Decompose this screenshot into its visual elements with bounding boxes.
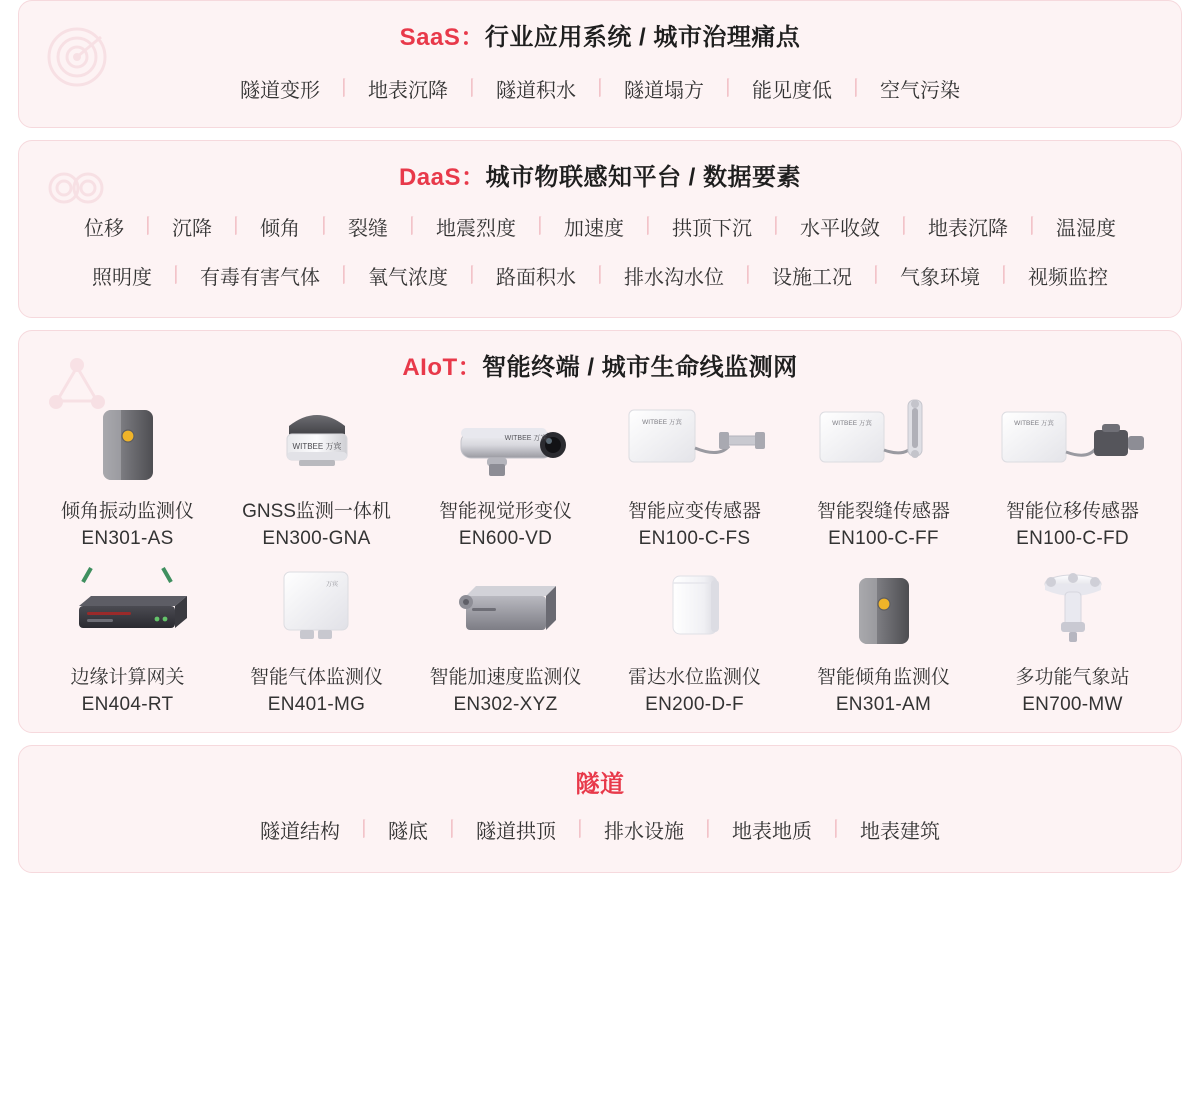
device-card — [600, 558, 789, 718]
saas-tag: 地表沉降 — [368, 80, 448, 102]
gnss-receiver-icon — [232, 396, 402, 486]
target-rings-icon — [43, 23, 111, 91]
device-card — [978, 558, 1167, 718]
device-card — [600, 392, 789, 552]
vision-camera-icon — [421, 396, 591, 486]
device-name: 倾角振动监测仪 — [60, 501, 194, 522]
daas-tag: 地表沉降 — [928, 218, 1008, 240]
aiot-title-sub: 智能终端 / 城市生命线监测网 — [482, 354, 798, 381]
saas-title — [19, 1, 1181, 58]
device-model: EN300-GNA — [262, 528, 371, 549]
device-card — [789, 558, 978, 718]
tunnel-tag: 地表地质 — [732, 821, 812, 843]
device-grid — [19, 388, 1181, 718]
daas-tag: 设施工况 — [772, 267, 852, 289]
separator: 丨 — [354, 818, 374, 841]
device-model: EN100-C-FF — [828, 528, 939, 549]
device-card[interactable] — [222, 392, 411, 552]
device-card — [33, 558, 222, 718]
daas-tag: 裂缝 — [348, 218, 388, 240]
displacement-sensor-icon — [988, 396, 1158, 486]
device-model: EN302-XYZ — [453, 694, 558, 715]
aiot-card — [18, 330, 1182, 733]
separator: 丨 — [766, 215, 786, 238]
separator: 丨 — [718, 77, 738, 100]
tunnel-card — [18, 745, 1182, 873]
svg-text:WITBEE 万宾: WITBEE 万宾 — [504, 435, 547, 442]
saas-tag-row — [19, 58, 1181, 113]
edge-gateway-icon — [43, 562, 213, 652]
saas-tag: 空气污染 — [880, 80, 960, 102]
saas-card — [18, 0, 1182, 128]
network-nodes-icon — [43, 353, 111, 421]
svg-text:WITBEE 万宾: WITBEE 万宾 — [641, 419, 682, 426]
daas-tag: 路面积水 — [496, 267, 576, 289]
device-model: EN100-C-FD — [1016, 528, 1129, 549]
daas-tag: 拱顶下沉 — [672, 218, 752, 240]
device-name: 智能视觉形变仪 — [438, 501, 572, 522]
gas-monitor-icon — [232, 562, 402, 652]
daas-tag: 有毒有害气体 — [200, 267, 320, 289]
device-model: EN100-C-FS — [638, 528, 751, 549]
aiot-title — [19, 331, 1181, 388]
device-model: EN401-MG — [267, 694, 366, 715]
separator: 丨 — [402, 215, 422, 238]
tunnel-tag: 隧道结构 — [260, 821, 340, 843]
aiot-title-lead: AIoT： — [402, 354, 483, 381]
svg-text:万宾: 万宾 — [325, 582, 338, 588]
crack-sensor-icon — [799, 396, 969, 486]
weather-station-icon — [988, 562, 1158, 652]
saas-tag: 隧道积水 — [496, 80, 576, 102]
daas-tag: 温湿度 — [1056, 218, 1116, 240]
daas-title — [19, 141, 1181, 198]
tunnel-tag: 隧底 — [388, 821, 428, 843]
device-model: EN404-RT — [81, 694, 174, 715]
svg-text:WITBEE 万宾: WITBEE 万宾 — [1014, 420, 1054, 427]
separator: 丨 — [590, 77, 610, 100]
daas-tag: 气象环境 — [900, 267, 980, 289]
daas-tag: 位移 — [84, 218, 124, 240]
separator: 丨 — [334, 264, 354, 287]
separator: 丨 — [442, 818, 462, 841]
daas-tag: 倾角 — [260, 218, 300, 240]
device-card — [411, 558, 600, 718]
separator: 丨 — [698, 818, 718, 841]
tunnel-tag-row — [19, 805, 1181, 854]
separator: 丨 — [894, 215, 914, 238]
separator: 丨 — [570, 818, 590, 841]
device-name: 智能加速度监测仪 — [429, 667, 582, 688]
separator: 丨 — [138, 215, 158, 238]
tunnel-tag: 地表建筑 — [860, 821, 940, 843]
separator: 丨 — [826, 818, 846, 841]
separator: 丨 — [738, 264, 758, 287]
device-card — [978, 392, 1167, 552]
device-model: EN600-VD — [458, 528, 553, 549]
device-model: EN301-AM — [835, 694, 932, 715]
separator: 丨 — [462, 77, 482, 100]
accelerometer-icon — [421, 562, 591, 652]
daas-tag: 加速度 — [564, 218, 624, 240]
daas-tag: 照明度 — [92, 267, 152, 289]
tunnel-tag: 隧道拱顶 — [476, 821, 556, 843]
separator: 丨 — [590, 264, 610, 287]
saas-title-sub: 行业应用系统 / 城市治理痛点 — [484, 24, 801, 51]
tunnel-title — [19, 746, 1181, 805]
separator: 丨 — [462, 264, 482, 287]
daas-tag-row-1 — [19, 198, 1181, 251]
daas-tag: 沉降 — [172, 218, 212, 240]
separator: 丨 — [994, 264, 1014, 287]
daas-tag: 地震烈度 — [436, 218, 516, 240]
saas-tag: 能见度低 — [752, 80, 832, 102]
daas-tag: 氧气浓度 — [368, 267, 448, 289]
separator: 丨 — [1022, 215, 1042, 238]
infinity-loop-icon — [43, 163, 111, 231]
separator: 丨 — [166, 264, 186, 287]
device-name: 多功能气象站 — [1015, 667, 1130, 688]
svg-text:WITBEE 万宾: WITBEE 万宾 — [831, 420, 872, 427]
device-card — [789, 392, 978, 552]
device-model: EN700-MW — [1022, 694, 1123, 715]
saas-title-lead: SaaS： — [399, 24, 485, 51]
saas-tag: 隧道塌方 — [624, 80, 704, 102]
daas-card — [18, 140, 1182, 318]
device-name: 智能倾角监测仪 — [816, 667, 950, 688]
daas-tag-row-2 — [19, 251, 1181, 300]
separator: 丨 — [846, 77, 866, 100]
device-name: 雷达水位监测仪 — [627, 667, 761, 688]
device-name: 智能位移传感器 — [1005, 501, 1139, 522]
tunnel-title-text: 隧道 — [575, 771, 625, 798]
separator: 丨 — [638, 215, 658, 238]
device-model: EN200-D-F — [645, 694, 744, 715]
svg-text:WITBEE 万宾: WITBEE 万宾 — [292, 442, 341, 451]
device-name: 智能裂缝传感器 — [816, 501, 950, 522]
separator: 丨 — [334, 77, 354, 100]
saas-tag: 隧道变形 — [240, 80, 320, 102]
device-name: GNSS监测一体机 — [242, 501, 391, 522]
daas-tag: 排水沟水位 — [624, 267, 724, 289]
device-model: EN301-AS — [81, 528, 174, 549]
device-card[interactable] — [411, 392, 600, 552]
device-card — [222, 558, 411, 718]
daas-title-lead: DaaS： — [398, 164, 486, 191]
separator: 丨 — [314, 215, 334, 238]
device-name: 智能应变传感器 — [627, 501, 761, 522]
daas-title-sub: 城市物联感知平台 / 数据要素 — [485, 164, 802, 191]
separator: 丨 — [530, 215, 550, 238]
daas-tag: 水平收敛 — [800, 218, 880, 240]
tilt-monitor-icon — [799, 562, 969, 652]
device-name: 边缘计算网关 — [70, 667, 185, 688]
radar-water-level-icon — [610, 562, 780, 652]
separator: 丨 — [226, 215, 246, 238]
device-name: 智能气体监测仪 — [249, 667, 383, 688]
tunnel-tag: 排水设施 — [604, 821, 684, 843]
strain-sensor-icon — [610, 396, 780, 486]
daas-tag: 视频监控 — [1028, 267, 1108, 289]
separator: 丨 — [866, 264, 886, 287]
